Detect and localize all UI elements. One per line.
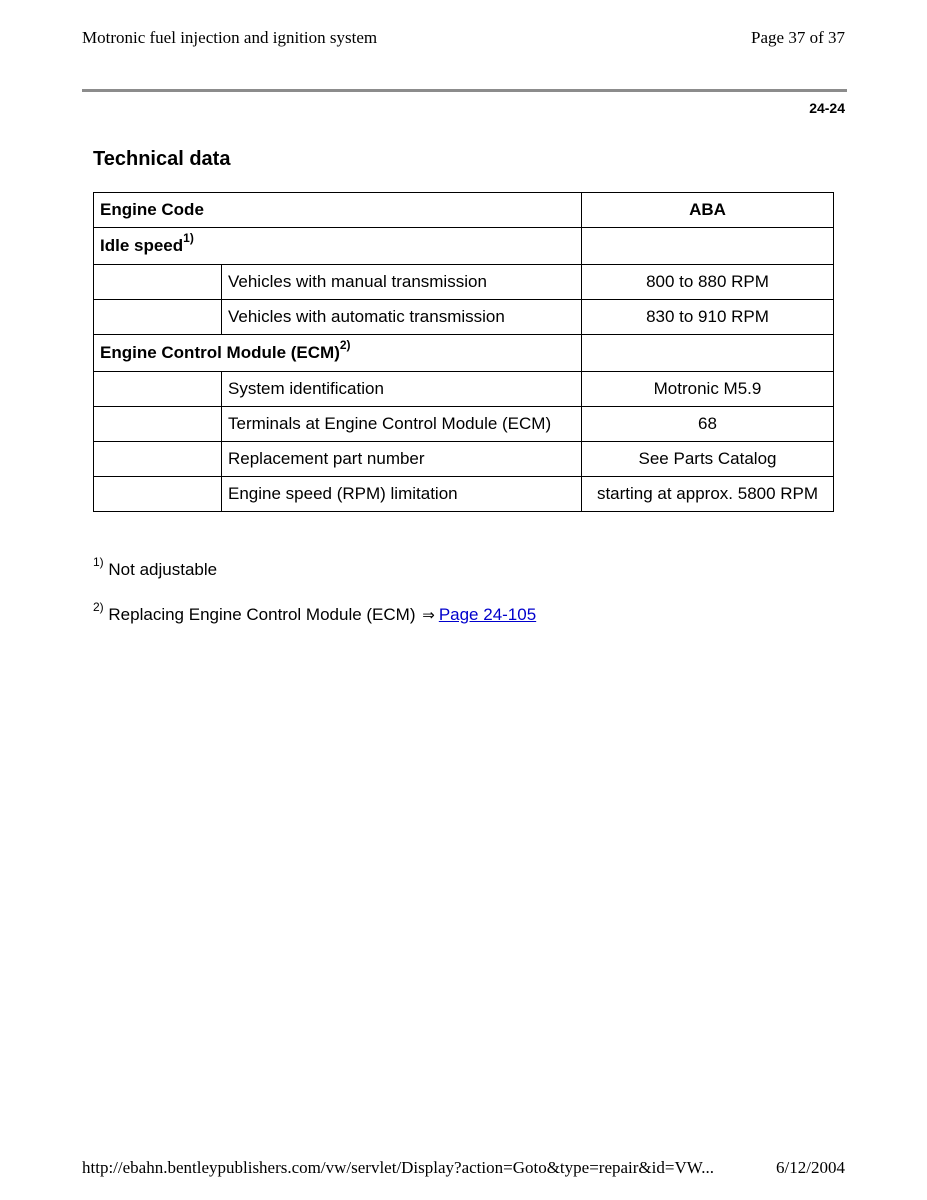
table-row (94, 300, 834, 335)
header-divider (82, 89, 847, 92)
idle-speed-heading (94, 228, 582, 265)
footnote-1 (93, 555, 218, 580)
row-label: Terminals at Engine Control Module (ECM) (222, 407, 582, 442)
row-value: 68 (582, 407, 834, 442)
footnote-marker: 1) (93, 555, 104, 570)
table-row (94, 477, 834, 512)
footer-url: http://ebahn.bentleypublishers.com/vw/servlet/Display?action=Goto&type=repair&id=VW... (82, 1158, 714, 1177)
ecm-heading (94, 335, 582, 372)
table-header-row (94, 193, 834, 228)
arrow-right-icon: ⇒ (422, 607, 435, 624)
table-row (94, 265, 834, 300)
empty-cell (94, 442, 222, 477)
empty-cell (582, 335, 834, 372)
empty-cell (94, 407, 222, 442)
footer-date: 6/12/2004 (776, 1158, 845, 1177)
footnote-text: Replacing Engine Control Module (ECM) (108, 605, 416, 624)
footnote-text: Not adjustable (108, 560, 218, 579)
page-heading: Technical data (93, 148, 231, 170)
row-label: System identification (222, 372, 582, 407)
row-value: starting at approx. 5800 RPM (582, 477, 834, 512)
row-label: Engine speed (RPM) limitation (222, 477, 582, 512)
idle-speed-label: Idle speed (100, 236, 184, 255)
ecm-label: Engine Control Module (ECM) (100, 343, 340, 362)
footnote-ref-1: 1) (183, 231, 194, 246)
idle-speed-group-row (94, 228, 834, 265)
footnote-ref-2: 2) (339, 338, 351, 353)
ecm-group-row (94, 335, 834, 372)
empty-cell (94, 265, 222, 300)
empty-cell (94, 477, 222, 512)
empty-cell (94, 372, 222, 407)
page-indicator: Page 37 of 37 (751, 28, 845, 47)
engine-code-label: Engine Code (94, 193, 582, 228)
row-label: Replacement part number (222, 442, 582, 477)
table-row (94, 407, 834, 442)
row-label: Vehicles with automatic transmission (222, 300, 582, 335)
section-number: 24-24 (809, 100, 845, 116)
page-link[interactable]: Page 24-105 (438, 605, 537, 624)
table-row (94, 372, 834, 407)
engine-code-value: ABA (582, 193, 834, 228)
row-label: Vehicles with manual transmission (222, 265, 582, 300)
row-value: Motronic M5.9 (582, 372, 834, 407)
empty-cell (94, 300, 222, 335)
row-value: 800 to 880 RPM (582, 265, 834, 300)
empty-cell (582, 228, 834, 265)
row-value: See Parts Catalog (582, 442, 834, 477)
footnote-marker: 2) (93, 600, 104, 615)
document-title: Motronic fuel injection and ignition system (82, 28, 378, 47)
row-value: 830 to 910 RPM (582, 300, 834, 335)
footnote-2 (93, 600, 537, 625)
table-row (94, 442, 834, 477)
technical-data-table (93, 192, 834, 512)
